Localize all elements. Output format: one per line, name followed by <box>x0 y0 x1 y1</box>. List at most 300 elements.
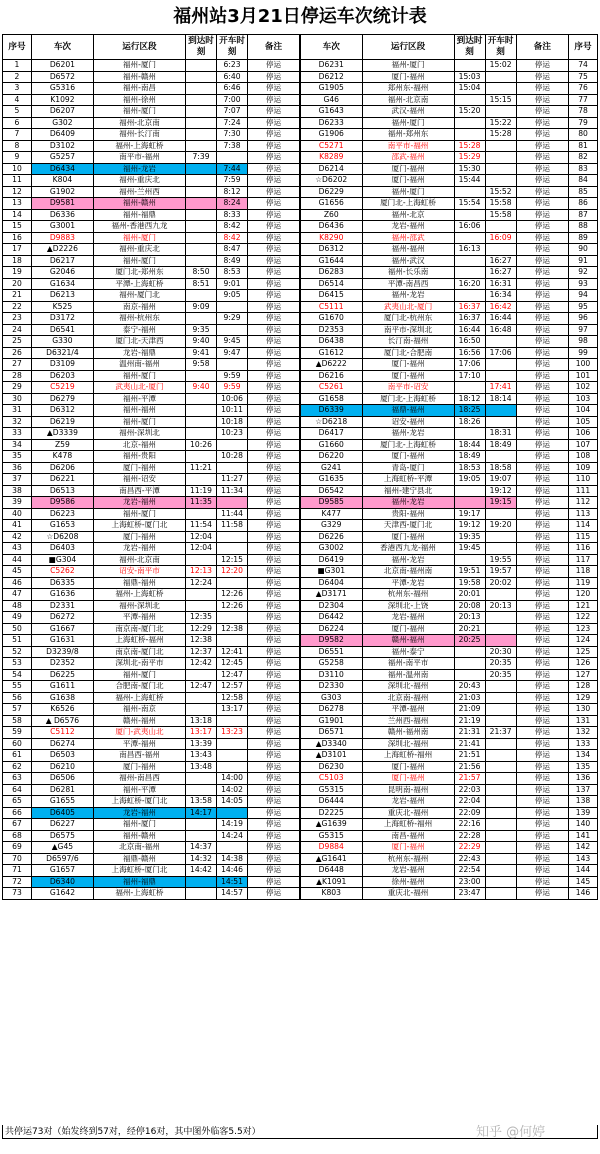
cell-note-right: 停运 <box>516 186 568 198</box>
cell-departure-right: 16:48 <box>485 324 516 336</box>
cell-departure-right: 20:30 <box>485 646 516 658</box>
cell-train-right: D6444 <box>300 796 362 808</box>
cell-note: 停运 <box>248 646 300 658</box>
cell-departure-right: 15:58 <box>485 209 516 221</box>
cell-train-right: C5111 <box>300 301 362 313</box>
cell-departure: 14:46 <box>217 865 248 877</box>
cell-route: 北京-福州 <box>93 439 185 451</box>
cell-note-right: 停运 <box>516 301 568 313</box>
cell-seq: 19 <box>3 267 32 279</box>
cell-seq-right: 120 <box>569 589 598 601</box>
cell-arrival-right: 15:30 <box>454 163 485 175</box>
cell-seq-right: 109 <box>569 462 598 474</box>
cell-train-right: ▲G1639 <box>300 819 362 831</box>
cell-departure: 9:59 <box>217 370 248 382</box>
cell-note-right: 停运 <box>516 566 568 578</box>
header-seq: 序号 <box>3 35 32 60</box>
cell-arrival-right: 16:06 <box>454 221 485 233</box>
cell-note: 停运 <box>248 451 300 463</box>
cell-train: D6312 <box>31 405 93 417</box>
cell-seq: 37 <box>3 474 32 486</box>
cell-note: 停运 <box>248 336 300 348</box>
table-row <box>3 853 598 865</box>
cell-seq: 71 <box>3 865 32 877</box>
cell-train: D6572 <box>31 71 93 83</box>
cell-arrival-right: 16:44 <box>454 324 485 336</box>
cell-seq-right: 128 <box>569 681 598 693</box>
table-row <box>3 232 598 244</box>
cell-seq: 10 <box>3 163 32 175</box>
cell-departure: 9:59 <box>217 382 248 394</box>
cell-departure: 6:23 <box>217 60 248 72</box>
cell-seq-right: 124 <box>569 635 598 647</box>
cell-route: 龙岩-福州 <box>93 497 185 509</box>
cell-note-right: 停运 <box>516 336 568 348</box>
cell-note: 停运 <box>248 382 300 394</box>
cell-departure-right <box>485 175 516 187</box>
cell-route: 福州-厦门北 <box>93 290 185 302</box>
cell-note: 停运 <box>248 830 300 842</box>
table-row <box>3 738 598 750</box>
cell-departure: 7:00 <box>217 94 248 106</box>
cell-route: 南平市-福州 <box>93 152 185 164</box>
cell-train-right: D6283 <box>300 267 362 279</box>
header-arrival-right: 到达时刻 <box>454 35 485 60</box>
cell-seq-right: 96 <box>569 313 598 325</box>
header-arrival: 到达时刻 <box>185 35 216 60</box>
cell-note: 停运 <box>248 117 300 129</box>
cell-note-right: 停运 <box>516 577 568 589</box>
cell-train-right: D3110 <box>300 669 362 681</box>
cell-note-right: 停运 <box>516 359 568 371</box>
cell-train-right: G1658 <box>300 393 362 405</box>
cell-departure <box>217 750 248 762</box>
cell-seq: 42 <box>3 531 32 543</box>
cell-note-right: 停运 <box>516 278 568 290</box>
cell-train: D6403 <box>31 543 93 555</box>
cell-note-right: 停运 <box>516 232 568 244</box>
cell-note-right: 停运 <box>516 405 568 417</box>
cell-note-right: 停运 <box>516 646 568 658</box>
cell-seq: 9 <box>3 152 32 164</box>
cell-arrival-right: 15:29 <box>454 152 485 164</box>
cell-seq-right: 113 <box>569 508 598 520</box>
cell-seq: 34 <box>3 439 32 451</box>
cell-seq-right: 132 <box>569 727 598 739</box>
cell-arrival: 12:35 <box>185 612 216 624</box>
table-row <box>3 301 598 313</box>
table-row <box>3 152 598 164</box>
table-row <box>3 221 598 233</box>
cell-train-right: G303 <box>300 692 362 704</box>
cell-note-right: 停运 <box>516 635 568 647</box>
cell-note: 停运 <box>248 497 300 509</box>
cell-departure-right: 16:34 <box>485 290 516 302</box>
cell-seq: 72 <box>3 876 32 888</box>
cell-arrival <box>185 244 216 256</box>
cell-route-right: 福州-泰宁 <box>362 646 454 658</box>
cell-seq: 44 <box>3 554 32 566</box>
cell-route-right: 福州-郑州东 <box>362 129 454 141</box>
cell-arrival: 9:40 <box>185 336 216 348</box>
cell-route-right: 龙岩-福州 <box>362 796 454 808</box>
cell-arrival <box>185 232 216 244</box>
cell-departure: 6:46 <box>217 83 248 95</box>
cell-seq-right: 115 <box>569 531 598 543</box>
cell-departure-right <box>485 370 516 382</box>
cell-route-right: 福州-龙岩 <box>362 497 454 509</box>
cell-note: 停运 <box>248 853 300 865</box>
cell-arrival-right: 22:54 <box>454 865 485 877</box>
cell-route: 福州-厦门 <box>93 232 185 244</box>
cell-train: D6434 <box>31 163 93 175</box>
cell-note: 停运 <box>248 416 300 428</box>
cell-train-right: ☆D6202 <box>300 175 362 187</box>
cell-departure-right <box>485 807 516 819</box>
cell-seq-right: 143 <box>569 853 598 865</box>
cell-arrival <box>185 704 216 716</box>
cell-train: D6513 <box>31 485 93 497</box>
cell-route: 南京-福州 <box>93 301 185 313</box>
cell-note: 停运 <box>248 727 300 739</box>
cell-departure-right: 15:52 <box>485 186 516 198</box>
cell-note-right: 停运 <box>516 439 568 451</box>
cell-seq: 8 <box>3 140 32 152</box>
cell-departure: 12:20 <box>217 566 248 578</box>
cell-route-right: 深圳北-上饶 <box>362 600 454 612</box>
cell-seq: 53 <box>3 658 32 670</box>
cell-route: 福州-香港西九龙 <box>93 221 185 233</box>
page-title: 福州站3月21日停运车次统计表 <box>173 6 427 27</box>
cell-arrival-right: 20:21 <box>454 623 485 635</box>
cell-train-right: D2304 <box>300 600 362 612</box>
cell-seq-right: 141 <box>569 830 598 842</box>
cell-departure-right <box>485 635 516 647</box>
cell-arrival-right: 19:45 <box>454 543 485 555</box>
cell-arrival-right: 16:20 <box>454 278 485 290</box>
cell-route-right: 香港西九龙-福州 <box>362 543 454 555</box>
cell-arrival-right: 15:44 <box>454 175 485 187</box>
cell-departure: 14:05 <box>217 796 248 808</box>
table-row <box>3 531 598 543</box>
cell-note: 停运 <box>248 347 300 359</box>
cell-arrival-right: 15:03 <box>454 71 485 83</box>
cell-train: D6225 <box>31 669 93 681</box>
cell-seq-right: 77 <box>569 94 598 106</box>
cell-departure-right: 16:09 <box>485 232 516 244</box>
table-row <box>3 393 598 405</box>
cell-route: 福州-重庆北 <box>93 244 185 256</box>
cell-train: D6597/6 <box>31 853 93 865</box>
cell-arrival-right <box>454 485 485 497</box>
cell-arrival-right <box>454 382 485 394</box>
cell-departure: 14:51 <box>217 876 248 888</box>
cell-seq: 50 <box>3 623 32 635</box>
table-row <box>3 646 598 658</box>
cell-departure-right <box>485 359 516 371</box>
cell-note-right: 停运 <box>516 244 568 256</box>
cell-train: G330 <box>31 336 93 348</box>
table-row <box>3 83 598 95</box>
cell-departure-right <box>485 842 516 854</box>
cell-arrival-right: 17:10 <box>454 370 485 382</box>
cell-departure-right: 20:13 <box>485 600 516 612</box>
cell-seq: 13 <box>3 198 32 210</box>
cell-arrival <box>185 221 216 233</box>
cell-seq-right: 103 <box>569 393 598 405</box>
cell-train: G1653 <box>31 520 93 532</box>
cell-seq: 40 <box>3 508 32 520</box>
cell-note-right: 停运 <box>516 865 568 877</box>
cell-departure-right <box>485 819 516 831</box>
cell-note: 停运 <box>248 175 300 187</box>
cell-arrival <box>185 508 216 520</box>
cell-train-right: G5258 <box>300 658 362 670</box>
cell-note: 停运 <box>248 589 300 601</box>
cell-departure <box>217 761 248 773</box>
cell-route: 福州-平潭 <box>93 393 185 405</box>
cell-arrival: 12:13 <box>185 566 216 578</box>
cell-note: 停运 <box>248 209 300 221</box>
cell-arrival-right: 18:26 <box>454 416 485 428</box>
cell-train: C5219 <box>31 382 93 394</box>
cell-train: G1655 <box>31 796 93 808</box>
cell-train-right: D6442 <box>300 612 362 624</box>
table-row <box>3 761 598 773</box>
cell-train: D6274 <box>31 738 93 750</box>
cell-note: 停运 <box>248 462 300 474</box>
cell-seq: 59 <box>3 727 32 739</box>
cell-seq-right: 84 <box>569 175 598 187</box>
cell-train: ▲G45 <box>31 842 93 854</box>
cell-note-right: 停运 <box>516 117 568 129</box>
cell-departure: 13:23 <box>217 727 248 739</box>
cell-train: G2046 <box>31 267 93 279</box>
cell-note: 停运 <box>248 301 300 313</box>
cell-train: D6340 <box>31 876 93 888</box>
table-row <box>3 140 598 152</box>
cell-route: 福州-诏安 <box>93 474 185 486</box>
cell-arrival <box>185 876 216 888</box>
cell-route: 福州-福鼎 <box>93 876 185 888</box>
cell-route-right: 福州-龙岩 <box>362 290 454 302</box>
cell-train: D3109 <box>31 359 93 371</box>
table-row <box>3 198 598 210</box>
cell-note: 停运 <box>248 278 300 290</box>
cell-departure: 12:26 <box>217 600 248 612</box>
cell-route: 福州-福州 <box>93 405 185 417</box>
cell-departure: 12:26 <box>217 589 248 601</box>
cell-seq-right: 87 <box>569 209 598 221</box>
cell-note-right: 停运 <box>516 658 568 670</box>
cell-arrival: 12:04 <box>185 531 216 543</box>
cell-note: 停运 <box>248 554 300 566</box>
cell-seq: 67 <box>3 819 32 831</box>
cell-seq: 64 <box>3 784 32 796</box>
cell-note: 停运 <box>248 439 300 451</box>
cell-seq-right: 130 <box>569 704 598 716</box>
cell-note: 停运 <box>248 60 300 72</box>
cell-departure-right <box>485 715 516 727</box>
header-seq-right: 序号 <box>569 35 598 60</box>
cell-train: D6227 <box>31 819 93 831</box>
cell-arrival-right <box>454 209 485 221</box>
cell-departure <box>217 715 248 727</box>
cell-route-right: 昆明南-福州 <box>362 784 454 796</box>
cell-note: 停运 <box>248 370 300 382</box>
cell-arrival-right: 17:06 <box>454 359 485 371</box>
cell-route: 福州-平潭 <box>93 784 185 796</box>
cell-seq-right: 94 <box>569 290 598 302</box>
cell-train-right: C5271 <box>300 140 362 152</box>
cell-note: 停运 <box>248 715 300 727</box>
cell-route-right: 上海虹桥-福州 <box>362 750 454 762</box>
table-row <box>3 612 598 624</box>
cell-route: 上海虹桥-厦门北 <box>93 796 185 808</box>
cell-arrival-right: 20:13 <box>454 612 485 624</box>
cell-route-right: 厦门北-杭州东 <box>362 313 454 325</box>
cell-route: 福州-龙岩 <box>93 163 185 175</box>
cell-seq-right: 90 <box>569 244 598 256</box>
cell-note-right: 停运 <box>516 71 568 83</box>
cell-departure-right <box>485 244 516 256</box>
cell-train-right: K8289 <box>300 152 362 164</box>
cell-note-right: 停运 <box>516 152 568 164</box>
cell-departure: 14:57 <box>217 888 248 900</box>
cell-seq: 63 <box>3 773 32 785</box>
cell-seq-right: 85 <box>569 186 598 198</box>
cell-departure: 8:42 <box>217 232 248 244</box>
cell-route-right: 厦门-福州 <box>362 623 454 635</box>
cell-arrival-right <box>454 94 485 106</box>
cell-note-right: 停运 <box>516 462 568 474</box>
cell-departure: 12:41 <box>217 646 248 658</box>
cell-train-right: D6419 <box>300 554 362 566</box>
cell-seq: 3 <box>3 83 32 95</box>
cell-train-right: D6415 <box>300 290 362 302</box>
cell-seq: 24 <box>3 324 32 336</box>
cell-arrival-right: 15:54 <box>454 198 485 210</box>
cell-train-right: ▲G1641 <box>300 853 362 865</box>
cell-arrival <box>185 393 216 405</box>
cell-seq: 17 <box>3 244 32 256</box>
cell-arrival-right <box>454 428 485 440</box>
cell-train-right: D2330 <box>300 681 362 693</box>
cell-route-right: 福鼎-福州 <box>362 405 454 417</box>
cell-note-right: 停运 <box>516 876 568 888</box>
cell-route-right: 厦门-福州 <box>362 451 454 463</box>
cell-seq-right: 140 <box>569 819 598 831</box>
cell-note-right: 停运 <box>516 773 568 785</box>
cell-arrival: 11:21 <box>185 462 216 474</box>
cell-note-right: 停运 <box>516 600 568 612</box>
cell-note: 停运 <box>248 313 300 325</box>
table-row <box>3 462 598 474</box>
cell-route: 龙岩-福州 <box>93 807 185 819</box>
header-note-right: 备注 <box>516 35 568 60</box>
cell-arrival-right: 21:31 <box>454 727 485 739</box>
cell-arrival <box>185 83 216 95</box>
cell-seq: 70 <box>3 853 32 865</box>
cell-route-right: 天津西-厦门北 <box>362 520 454 532</box>
cell-departure-right <box>485 405 516 417</box>
cell-route-right: 重庆北-福州 <box>362 807 454 819</box>
cell-train-right: D2353 <box>300 324 362 336</box>
cell-seq-right: 107 <box>569 439 598 451</box>
table-row <box>3 876 598 888</box>
cell-arrival <box>185 94 216 106</box>
cell-route: 福州-南昌西 <box>93 773 185 785</box>
cell-route: 平潭-上海虹桥 <box>93 278 185 290</box>
cell-departure <box>217 301 248 313</box>
table-row <box>3 485 598 497</box>
cell-route: 福州-赣州 <box>93 71 185 83</box>
cell-train-right: G1901 <box>300 715 362 727</box>
cell-route-right: 北京南-福州 <box>362 692 454 704</box>
cell-seq-right: 114 <box>569 520 598 532</box>
cell-route-right: 杭州东-福州 <box>362 853 454 865</box>
cell-departure: 9:05 <box>217 290 248 302</box>
cell-arrival-right: 19:12 <box>454 520 485 532</box>
cell-route-right: 龙岩-福州 <box>362 612 454 624</box>
cell-seq: 51 <box>3 635 32 647</box>
cell-seq: 55 <box>3 681 32 693</box>
cell-route: 福州-徐州 <box>93 94 185 106</box>
cell-train-right: D6417 <box>300 428 362 440</box>
cell-departure-right <box>485 750 516 762</box>
table-row <box>3 669 598 681</box>
table-row <box>3 865 598 877</box>
cell-route-right: 福州-福州 <box>362 244 454 256</box>
table-row <box>3 600 598 612</box>
cell-train-right: ▲D3340 <box>300 738 362 750</box>
cell-departure-right: 15:58 <box>485 198 516 210</box>
cell-arrival: 11:35 <box>185 497 216 509</box>
cell-arrival-right <box>454 290 485 302</box>
cell-note-right: 停运 <box>516 290 568 302</box>
cell-route: 厦门-武夷山北 <box>93 727 185 739</box>
table-row <box>3 290 598 302</box>
table-row <box>3 405 598 417</box>
cell-arrival <box>185 163 216 175</box>
cell-note-right: 停运 <box>516 324 568 336</box>
cell-note: 停运 <box>248 405 300 417</box>
cell-seq-right: 117 <box>569 554 598 566</box>
cell-note: 停运 <box>248 658 300 670</box>
table-row <box>3 474 598 486</box>
cell-train-right: D9884 <box>300 842 362 854</box>
cell-arrival-right: 21:57 <box>454 773 485 785</box>
cell-seq: 11 <box>3 175 32 187</box>
cell-route: 福鼎-赣州 <box>93 853 185 865</box>
cell-arrival <box>185 255 216 267</box>
cell-note: 停运 <box>248 681 300 693</box>
cell-train: D6281 <box>31 784 93 796</box>
cell-arrival-right: 22:16 <box>454 819 485 831</box>
cell-note-right: 停运 <box>516 163 568 175</box>
cell-route-right: 平潭-福州 <box>362 704 454 716</box>
cell-route: 深圳北-南平市 <box>93 658 185 670</box>
cell-train-right: C5103 <box>300 773 362 785</box>
cell-seq-right: 108 <box>569 451 598 463</box>
cell-route-right: 平潭-龙岩 <box>362 577 454 589</box>
cell-train-right: D6214 <box>300 163 362 175</box>
cell-train-right: G3002 <box>300 543 362 555</box>
cell-note-right: 停运 <box>516 313 568 325</box>
cell-train-right: D6231 <box>300 60 362 72</box>
cell-departure: 14:19 <box>217 819 248 831</box>
cell-train-right: G1656 <box>300 198 362 210</box>
